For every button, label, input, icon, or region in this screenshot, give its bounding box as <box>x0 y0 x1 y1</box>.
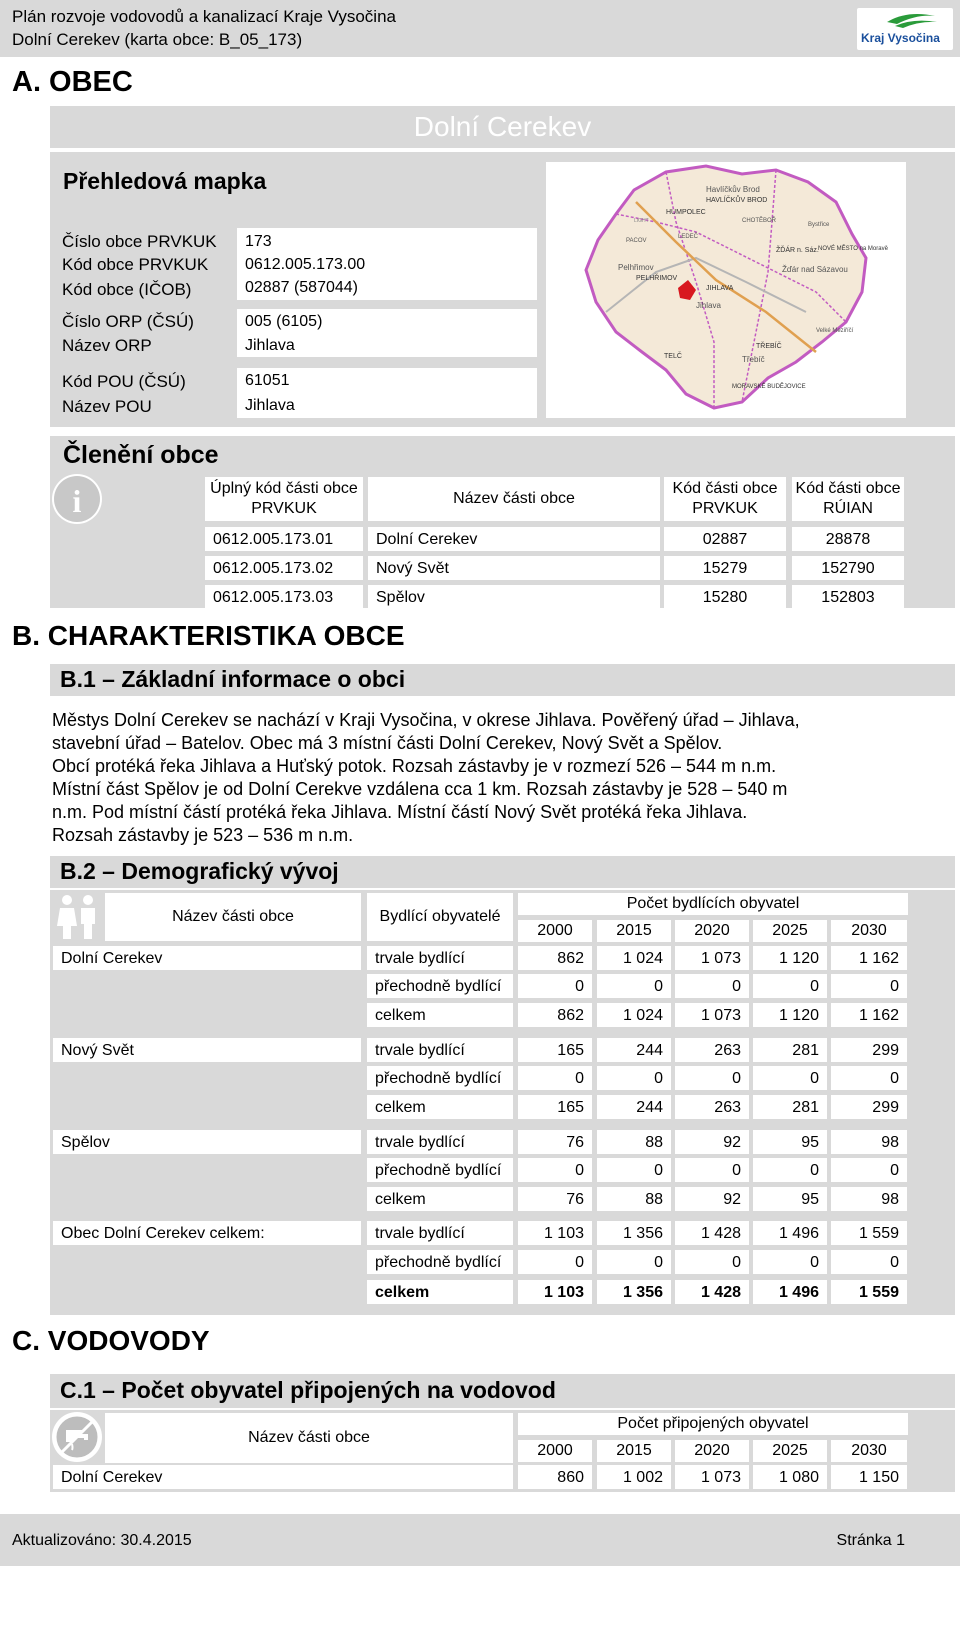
group-name: Dolní Cerekev <box>53 946 361 970</box>
text-line: n.m. Pod místní částí protéká řeka Jihlava. Místní částí Nový Svět protéká řeka Jihlava. <box>52 802 748 822</box>
table-cell: 0612.005.173.03 <box>205 585 363 609</box>
table-cell: 0 <box>518 1066 592 1090</box>
field-label: Název POU <box>62 397 152 416</box>
field-value: 005 (6105) <box>245 313 323 330</box>
svg-text:PELHŘIMOV: PELHŘIMOV <box>636 275 678 282</box>
field-value: 0612.005.173.00 <box>245 256 366 273</box>
svg-text:NOVÉ MĚSTO na Moravě: NOVÉ MĚSTO na Moravě <box>818 246 888 252</box>
b1-text <box>52 709 800 847</box>
svg-text:PACOV: PACOV <box>626 238 647 244</box>
table-cell: 1 073 <box>675 1003 749 1027</box>
table-cell: 1 428 <box>675 1280 749 1304</box>
table-cell: 0612.005.173.01 <box>205 527 363 551</box>
svg-text:HUMPOLEC: HUMPOLEC <box>666 209 706 216</box>
page-header <box>0 0 960 57</box>
table-cell: 0 <box>831 1066 907 1090</box>
field-label: Kód obce (IČOB) <box>62 280 192 299</box>
field-label: Číslo obce PRVKUK <box>62 232 217 251</box>
table-cell: 0 <box>597 1158 671 1182</box>
table-cell: 165 <box>518 1038 592 1062</box>
table-cell: 1 559 <box>831 1280 907 1304</box>
table-cell: 92 <box>675 1130 749 1154</box>
table-cell: Dolní Cerekev <box>53 1465 513 1489</box>
table-cell: 165 <box>518 1095 592 1119</box>
col-header-residents: Bydlící obyvatelé <box>367 893 513 941</box>
table-cell: 1 120 <box>753 946 827 970</box>
table-cell: 1 002 <box>597 1465 671 1489</box>
text-line: Obcí protéká řeka Jihlava a Huťský potok. Rozsah zástavby je v rozmezí 526 – 544 m n.m. <box>52 756 777 776</box>
resident-type: trvale bydlící <box>367 946 513 970</box>
svg-text:JIHLAVA: JIHLAVA <box>706 285 734 292</box>
resident-type: přechodně bydlící <box>367 1158 513 1182</box>
table-cell: 281 <box>753 1038 827 1062</box>
table-cell: 0 <box>518 974 592 998</box>
table-cell: 92 <box>675 1187 749 1211</box>
table-cell: 0 <box>753 1250 827 1274</box>
svg-text:Žďár nad Sázavou: Žďár nad Sázavou <box>782 265 848 274</box>
table-cell: 0 <box>597 974 671 998</box>
cleneni-title: Členění obce <box>63 441 219 469</box>
section-c-title: C. VODOVODY <box>12 1325 210 1356</box>
svg-text:CHOTĚBOŘ: CHOTĚBOŘ <box>742 218 777 224</box>
svg-text:Jihlava: Jihlava <box>696 301 721 310</box>
table-cell: Dolní Cerekev <box>368 527 660 551</box>
field-value: 173 <box>245 233 272 250</box>
water-tap-icon <box>52 1412 102 1462</box>
field-value: Jihlava <box>245 397 295 414</box>
table-cell: Spělov <box>368 585 660 609</box>
table-cell: 1 024 <box>597 946 671 970</box>
year-header: 2020 <box>675 1440 749 1462</box>
svg-text:i: i <box>72 483 82 519</box>
col-header-connected-count: Počet připojených obyvatel <box>518 1413 908 1435</box>
year-header: 2020 <box>675 920 749 942</box>
resident-type: přechodně bydlící <box>367 974 513 998</box>
table-cell: 0 <box>831 974 907 998</box>
table-cell: 299 <box>831 1038 907 1062</box>
svg-text:LEDEČ: LEDEČ <box>678 234 699 240</box>
table-cell: 76 <box>518 1130 592 1154</box>
table-cell: 0 <box>675 1158 749 1182</box>
table-cell: 28878 <box>792 527 904 551</box>
col-header-part-name: Název části obce <box>105 893 361 941</box>
table-cell: 263 <box>675 1095 749 1119</box>
table-cell: 0 <box>597 1066 671 1090</box>
table-cell: 1 356 <box>597 1221 671 1245</box>
resident-type: přechodně bydlící <box>367 1066 513 1090</box>
info-icon <box>52 474 102 524</box>
document-subtitle: Dolní Cerekev (karta obce: B_05_173) <box>12 30 303 49</box>
svg-text:Třebíč: Třebíč <box>742 355 765 364</box>
year-header: 2000 <box>518 920 592 942</box>
table-cell: 0 <box>597 1250 671 1274</box>
svg-text:Bystřice: Bystřice <box>808 222 830 228</box>
field-value: 02887 (587044) <box>245 279 358 296</box>
text-line: stavební úřad – Batelov. Obec má 3 místní části Dolní Cerekev, Nový Svět a Spělov. <box>52 733 723 753</box>
table-cell: 0 <box>675 1066 749 1090</box>
table-cell: 152803 <box>792 585 904 609</box>
overview-map-label: Přehledová mapka <box>63 168 267 194</box>
resident-type: trvale bydlící <box>367 1221 513 1245</box>
table-cell: 862 <box>518 1003 592 1027</box>
year-header: 2000 <box>518 1440 592 1462</box>
table-cell: 0 <box>518 1158 592 1182</box>
field-label: Číslo ORP (ČSÚ) <box>62 312 194 331</box>
table-cell: 0 <box>753 1158 827 1182</box>
svg-text:Velké Meziříčí: Velké Meziříčí <box>816 328 854 334</box>
table-cell: 15280 <box>664 585 786 609</box>
svg-text:LIGHT: LIGHT <box>634 218 649 224</box>
table-cell: 1 073 <box>675 946 749 970</box>
col-header-full-code: Úplný kód části obce PRVKUK <box>205 477 363 521</box>
col-header-part-name: Název části obce <box>368 477 660 521</box>
svg-text:ŽĎÁR n. Sáz.: ŽĎÁR n. Sáz. <box>776 247 819 254</box>
field-value: 61051 <box>245 372 290 389</box>
field-label: Kód obce PRVKUK <box>62 255 209 274</box>
table-cell: 0 <box>518 1250 592 1274</box>
table-cell: 15279 <box>664 556 786 580</box>
table-cell: 263 <box>675 1038 749 1062</box>
svg-text:MORAVSKÉ BUDĚJOVICE: MORAVSKÉ BUDĚJOVICE <box>732 384 806 390</box>
table-cell: 244 <box>597 1038 671 1062</box>
people-icon <box>56 894 100 940</box>
resident-type: celkem <box>367 1280 513 1304</box>
table-cell: 1 120 <box>753 1003 827 1027</box>
b2-title: B.2 – Demografický vývoj <box>60 858 339 884</box>
document-title: Plán rozvoje vodovodů a kanalizací Kraje Vysočina <box>12 7 396 26</box>
table-cell: 1 496 <box>753 1221 827 1245</box>
group-name: Nový Svět <box>53 1038 361 1062</box>
text-line: Městys Dolní Cerekev se nachází v Kraji Vysočina, v okrese Jihlava. Pověřený úřad – Jihlava, <box>52 710 800 730</box>
logo-text: Kraj Vysočina <box>861 31 940 45</box>
table-cell: 1 428 <box>675 1221 749 1245</box>
table-cell: 88 <box>597 1187 671 1211</box>
page-number: Stránka 1 <box>836 1532 905 1549</box>
table-cell: Nový Svět <box>368 556 660 580</box>
table-cell: 1 103 <box>518 1221 592 1245</box>
text-line: Rozsah zástavby je 523 – 536 m n.m. <box>52 825 354 845</box>
table-cell: 0 <box>753 1066 827 1090</box>
svg-text:Havlíčkův Brod: Havlíčkův Brod <box>706 185 760 194</box>
table-cell: 98 <box>831 1187 907 1211</box>
section-b-title: B. CHARAKTERISTIKA OBCE <box>12 620 405 651</box>
table-cell: 1 103 <box>518 1280 592 1304</box>
table-cell: 1 080 <box>753 1465 827 1489</box>
resident-type: trvale bydlící <box>367 1130 513 1154</box>
table-cell: 0612.005.173.02 <box>205 556 363 580</box>
table-cell: 1 073 <box>675 1465 749 1489</box>
group-name: Spělov <box>53 1130 361 1154</box>
table-cell: 95 <box>753 1187 827 1211</box>
col-header-ruian-code: Kód části obce RÚIAN <box>792 477 904 521</box>
svg-text:HAVLÍČKŮV BROD: HAVLÍČKŮV BROD <box>706 197 768 204</box>
table-cell: 152790 <box>792 556 904 580</box>
table-cell: 88 <box>597 1130 671 1154</box>
field-label: Název ORP <box>62 336 152 355</box>
c1-title: C.1 – Počet obyvatel připojených na vodovod <box>60 1377 556 1403</box>
col-header-resident-count: Počet bydlících obyvatel <box>518 893 908 915</box>
year-header: 2025 <box>753 920 827 942</box>
page-footer <box>0 1514 960 1566</box>
year-header: 2030 <box>831 920 907 942</box>
resident-type: celkem <box>367 1187 513 1211</box>
overview-map <box>546 162 906 418</box>
year-header: 2030 <box>831 1440 907 1462</box>
table-cell: 02887 <box>664 527 786 551</box>
table-cell: 862 <box>518 946 592 970</box>
table-cell: 1 162 <box>831 1003 907 1027</box>
col-header-prvkuk-code: Kód části obce PRVKUK <box>664 477 786 521</box>
table-cell: 1 162 <box>831 946 907 970</box>
table-cell: 860 <box>518 1465 592 1489</box>
resident-type: přechodně bydlící <box>367 1250 513 1274</box>
kraj-vysocina-logo <box>857 8 953 50</box>
year-header: 2015 <box>597 920 671 942</box>
resident-type: trvale bydlící <box>367 1038 513 1062</box>
table-cell: 0 <box>831 1250 907 1274</box>
svg-text:TELČ: TELČ <box>664 353 682 360</box>
table-cell: 0 <box>831 1158 907 1182</box>
col-header-part-name: Název části obce <box>105 1413 513 1463</box>
year-header: 2015 <box>597 1440 671 1462</box>
municipality-name: Dolní Cerekev <box>413 111 592 142</box>
table-cell: 0 <box>675 974 749 998</box>
field-label: Kód POU (ČSÚ) <box>62 372 186 391</box>
resident-type: celkem <box>367 1003 513 1027</box>
table-cell: 0 <box>753 974 827 998</box>
region-map <box>546 162 906 418</box>
table-cell: 0 <box>675 1250 749 1274</box>
table-cell: 95 <box>753 1130 827 1154</box>
updated-date: Aktualizováno: 30.4.2015 <box>12 1532 192 1549</box>
group-name: Obec Dolní Cerekev celkem: <box>53 1221 361 1245</box>
b1-title: B.1 – Základní informace o obci <box>60 666 406 692</box>
table-cell: 299 <box>831 1095 907 1119</box>
table-cell: 76 <box>518 1187 592 1211</box>
table-cell: 1 024 <box>597 1003 671 1027</box>
year-header: 2025 <box>753 1440 827 1462</box>
table-cell: 281 <box>753 1095 827 1119</box>
table-cell: 1 150 <box>831 1465 907 1489</box>
table-cell: 98 <box>831 1130 907 1154</box>
svg-text:TŘEBÍČ: TŘEBÍČ <box>756 343 782 350</box>
resident-type: celkem <box>367 1095 513 1119</box>
table-cell: 244 <box>597 1095 671 1119</box>
text-line: Místní část Spělov je od Dolní Cerekve vzdálena cca 1 km. Rozsah zástavby je 528 – 540 m <box>52 779 788 799</box>
table-cell: 1 356 <box>597 1280 671 1304</box>
table-cell: 1 559 <box>831 1221 907 1245</box>
field-value: Jihlava <box>245 337 295 354</box>
svg-text:Pelhřimov: Pelhřimov <box>618 263 654 272</box>
table-cell: 1 496 <box>753 1280 827 1304</box>
section-a-title: A. OBEC <box>12 66 133 98</box>
